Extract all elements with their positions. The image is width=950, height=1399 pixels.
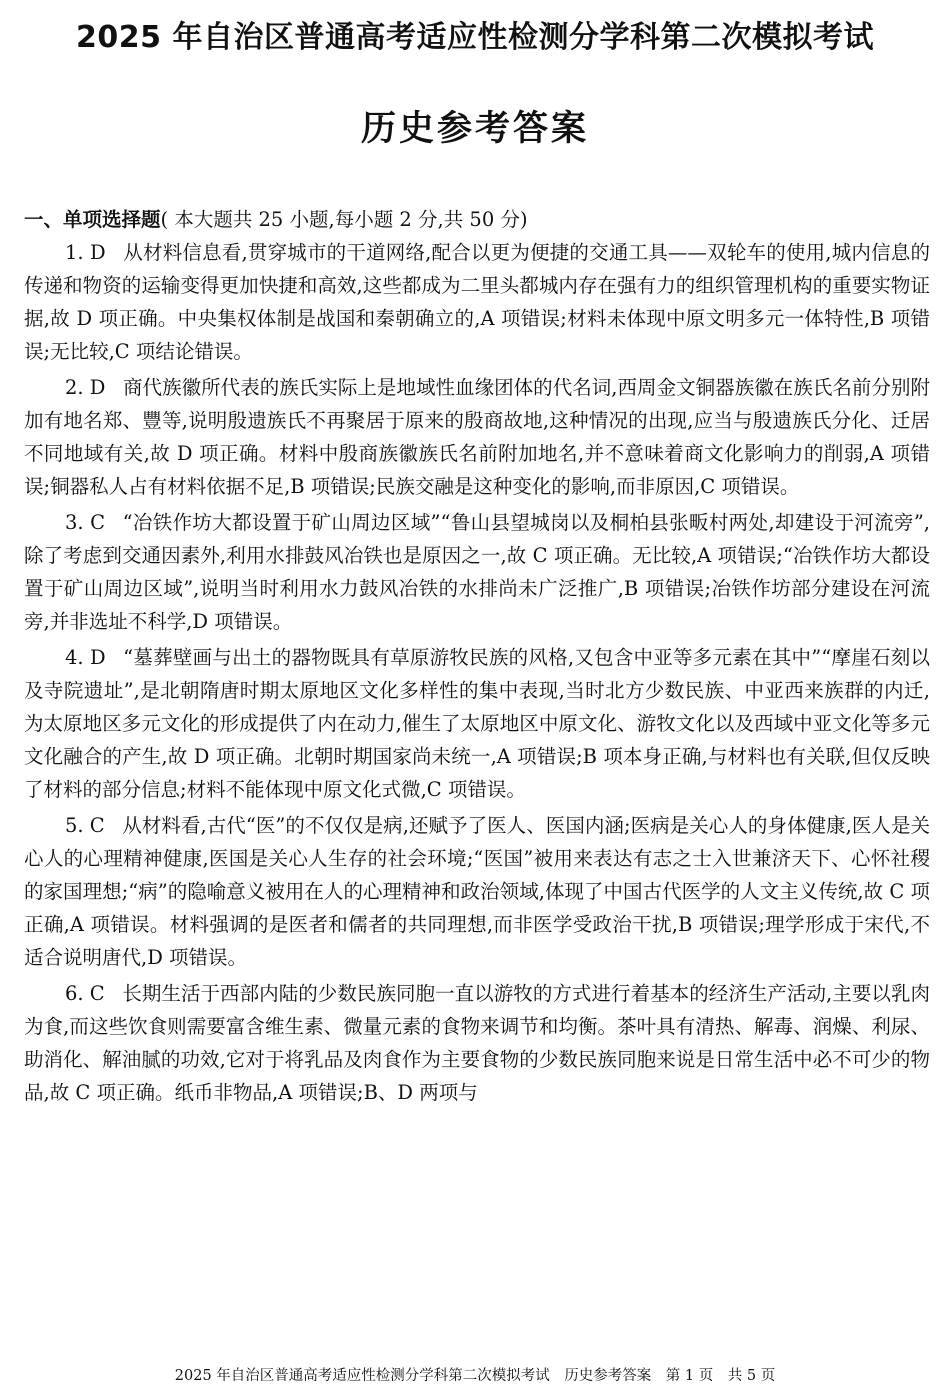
- answer-item-1: [24, 236, 930, 368]
- answer-number: 2. D: [64, 376, 106, 399]
- answer-number: 6. C: [64, 982, 105, 1005]
- answer-content: [24, 203, 930, 1112]
- answer-item-3: [24, 506, 930, 638]
- answer-number: 3. C: [64, 511, 106, 534]
- answer-item-6: [24, 977, 930, 1109]
- page-footer: 2025 年自治区普通高考适应性检测分学科第二次模拟考试 历史参考答案 第 1 页 共 5 页: [174, 1368, 776, 1384]
- answer-item-2: [24, 371, 930, 503]
- answer-explanation: 商代族徽所代表的族氏实际上是地域性血缘团体的代名词,西周金文铜器族徽在族氏名前分别附加有地名郑、豐等,说明殷遗族氏不再聚居于原来的殷商故地,这种情况的出现,应当与殷遗族氏分化、迁居不同地域有关,故 D 项正确。材料中殷商族徽族氏名前附加地名,并不意味着商文化影响力的削弱,A 项错误;铜器私人占有材料依据不足,B 项错误;民族交融是这种变化的影响,而非原因,C 项错误。: [24, 376, 930, 498]
- answer-explanation: “冶铁作坊大都设置于矿山周边区域”“鲁山县望城岗以及桐柏县张畈村两处,却建设于河流旁”,除了考虑到交通因素外,利用水排鼓风冶铁也是原因之一,故 C 项正确。无比较,A 项错误;“冶铁作坊大都设置于矿山周边区域”,说明当时利用水力鼓风冶铁的水排尚未广泛推广,B 项错误;冶铁作坊部分建设在河流旁,并非选址不科学,D 项错误。: [24, 511, 930, 633]
- answer-explanation: 从材料看,古代“医”的不仅仅是病,还赋予了医人、医国内涵;医病是关心人的身体健康,医人是关心人的心理精神健康,医国是关心人生存的社会环境;“医国”被用来表达有志之士入世兼济天下、心怀社稷的家国理想;“病”的隐喻意义被用在人的心理精神和政治领域,体现了中国古代医学的人文主义传统,故 C 项正确,A 项错误。材料强调的是医者和儒者的共同理想,而非医学受政治干扰,B 项错误;理学形成于宋代,不适合说明唐代,D 项错误。: [24, 814, 930, 969]
- document-title: 历史参考答案: [360, 109, 589, 149]
- section-heading-label: 一、单项选择题: [24, 208, 161, 231]
- exam-title: 2025 年自治区普通高考适应性检测分学科第二次模拟考试: [76, 20, 874, 55]
- answer-item-5: [24, 809, 930, 974]
- answer-explanation: “墓葬壁画与出土的器物既具有草原游牧民族的风格,又包含中亚等多元素在其中”“摩崖石刻以及寺院遗址”,是北朝隋唐时期太原地区文化多样性的集中表现,当时北方少数民族、中亚西来族群的内迁,为太原地区多元文化的形成提供了内在动力,催生了太原地区中原文化、游牧文化以及西域中亚文化等多元文化融合的产生,故 D 项正确。北朝时期国家尚未统一,A 项错误;B 项本身正确,与材料也有关联,但仅反映了材料的部分信息;材料不能体现中原文化式微,C 项错误。: [24, 646, 930, 801]
- answer-item-4: [24, 641, 930, 806]
- answer-number: 5. C: [64, 814, 105, 837]
- section-heading-note: ( 本大题共 25 小题,每小题 2 分,共 50 分): [160, 208, 528, 231]
- section-heading: [24, 203, 930, 236]
- answer-explanation: 从材料信息看,贯穿城市的干道网络,配合以更为便捷的交通工具——双轮车的使用,城内信息的传递和物资的运输变得更加快捷和高效,这些都成为二里头都城内存在强有力的组织管理机构的重要实物证据,故 D 项正确。中央集权体制是战国和秦朝确立的,A 项错误;材料未体现中原文明多元一体特性,B 项错误;无比较,C 项结论错误。: [24, 241, 930, 363]
- answer-number: 4. D: [64, 646, 106, 669]
- answer-number: 1. D: [64, 241, 106, 264]
- answer-explanation: 长期生活于西部内陆的少数民族同胞一直以游牧的方式进行着基本的经济生产活动,主要以乳肉为食,而这些饮食则需要富含维生素、微量元素的食物来调节和均衡。茶叶具有清热、解毒、润燥、利尿、助消化、解油腻的功效,它对于将乳品及肉食作为主要食物的少数民族同胞来说是日常生活中必不可少的物品,故 C 项正确。纸币非物品,A 项错误;B、D 两项与: [24, 982, 930, 1104]
